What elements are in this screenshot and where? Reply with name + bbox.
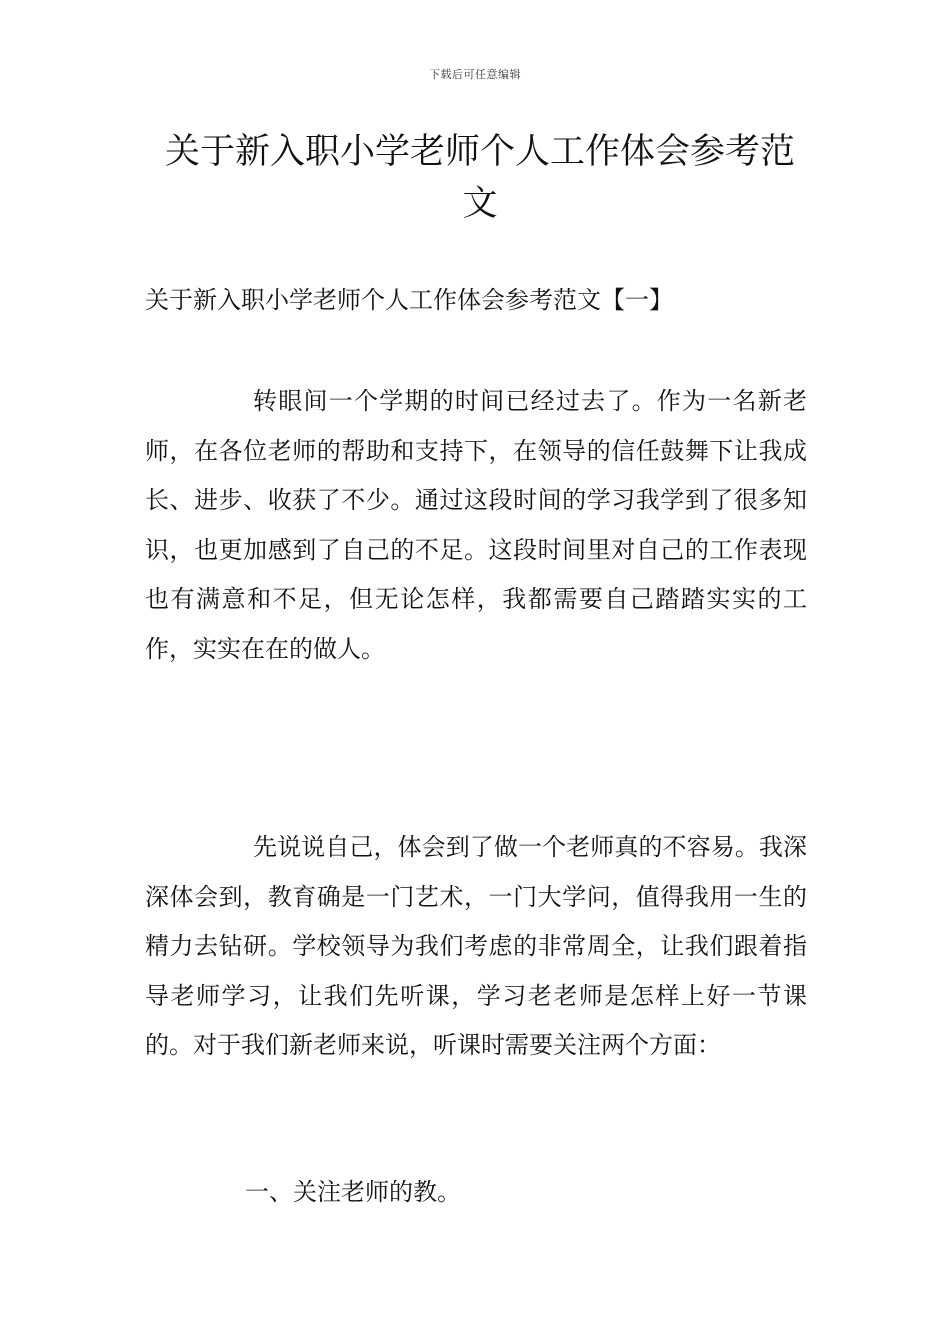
sub-heading: 一、关注老师的教。 (245, 1178, 461, 1206)
paragraph-2: 先说说自己，体会到了做一个老师真的不容易。我深深体会到，教育确是一门艺术，一门大学问，值得我用一生的精力去钻研。学校领导为我们考虑的非常周全，让我们跟着指导老师学习，让我们先听课，学习老老师是怎样上好一节课的。对于我们新老师来说，听课时需要关注两个方面： (145, 833, 807, 1060)
header-note: 下载后可任意编辑 (429, 68, 521, 81)
document-title: 关于新入职小学老师个人工作体会参考范文 (164, 132, 795, 224)
section-heading: 关于新入职小学老师个人工作体会参考范文【一】 (145, 286, 673, 314)
paragraph-1: 转眼间一个学期的时间已经过去了。作为一名新老师，在各位老师的帮助和支持下，在领导的信任鼓舞下让我成长、进步、收获了不少。通过这段时间的学习我学到了很多知识，也更加感到了自己的不足。这段时间里对自己的工作表现也有满意和不足，但无论怎样，我都需要自己踏踏实实的工作，实实在在的做人。 (145, 387, 807, 663)
